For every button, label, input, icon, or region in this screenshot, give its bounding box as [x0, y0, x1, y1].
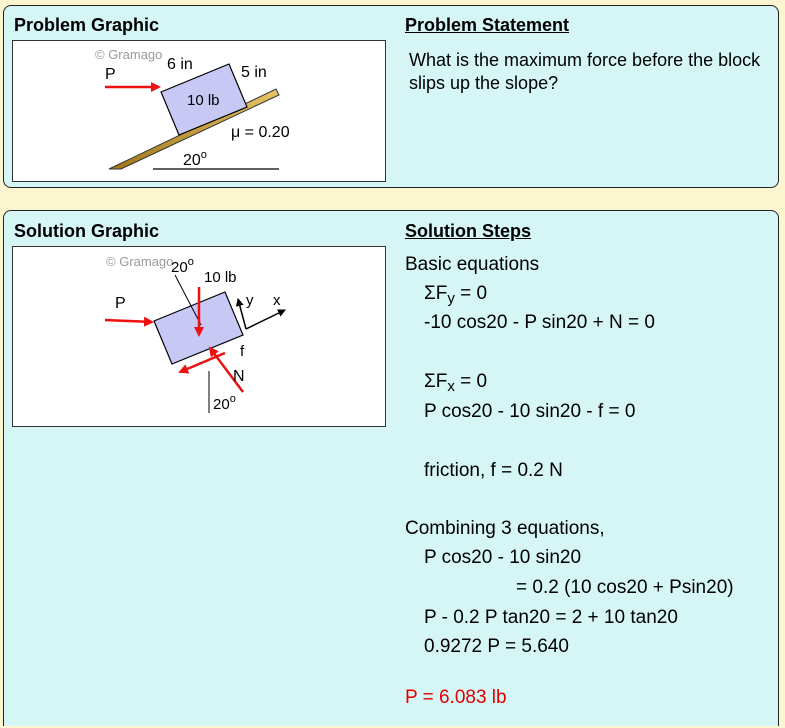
x-axis-label: x — [273, 292, 281, 309]
step-combine: Combining 3 equations, — [405, 518, 605, 539]
x-axis-arrow — [246, 310, 285, 329]
answer: P = 6.083 lb — [405, 687, 507, 708]
solution-graphic-title: Solution Graphic — [14, 221, 160, 241]
fbd-bottom-angle-label: 20$^o$ — [213, 393, 236, 413]
solution-panel — [3, 210, 779, 726]
height-label: 5 in — [241, 64, 267, 81]
step-comb1: P cos20 - 10 sin20 — [424, 547, 582, 568]
friction-label-f: f — [240, 343, 245, 360]
y-axis-label: y — [246, 292, 254, 309]
step-eq-x: P cos20 - 10 sin20 - f = 0 — [424, 401, 636, 422]
step-comb2: = 0.2 (10 cos20 + Psin20) — [516, 577, 734, 598]
fbd-force-p-label: P — [115, 295, 126, 312]
solution-steps-title: Solution Steps — [405, 221, 531, 241]
force-p-label: P — [105, 66, 116, 83]
step-eq-y: -10 cos20 - P sin20 + N = 0 — [424, 312, 655, 333]
normal-label: N — [233, 368, 245, 385]
solution-graphic — [12, 246, 386, 427]
problem-statement: What is the maximum force before the block slips up the slope? — [409, 50, 761, 93]
width-label: 6 in — [167, 56, 193, 73]
problem-statement-title: Problem Statement — [405, 15, 570, 35]
step-friction: friction, f = 0.2 N — [424, 460, 563, 481]
friction-label: μ = 0.20 — [231, 124, 290, 141]
step-comb4: 0.9272 P = 5.640 — [424, 636, 569, 657]
angle-label: 20$^o$ — [183, 149, 207, 169]
problem-graphic-title: Problem Graphic — [14, 15, 160, 35]
fbd-angle-label: 20$^o$ — [171, 256, 194, 276]
weight-label: 10 lb — [187, 92, 220, 109]
step-intro: Basic equations — [405, 254, 540, 275]
fbd-weight-label: 10 lb — [204, 269, 237, 286]
step-sum-x: $\Sigma F_x = 0$ — [424, 371, 488, 395]
fbd-watermark: © Gramago — [106, 254, 174, 269]
fbd-force-p-arrow — [105, 320, 152, 322]
problem-panel — [3, 5, 779, 188]
watermark: © Gramago — [95, 47, 163, 62]
step-comb3: P - 0.2 P tan20 = 2 + 10 tan20 — [424, 607, 678, 628]
step-sum-y: $\Sigma F_y = 0$ — [424, 283, 488, 307]
problem-graphic — [12, 40, 386, 182]
